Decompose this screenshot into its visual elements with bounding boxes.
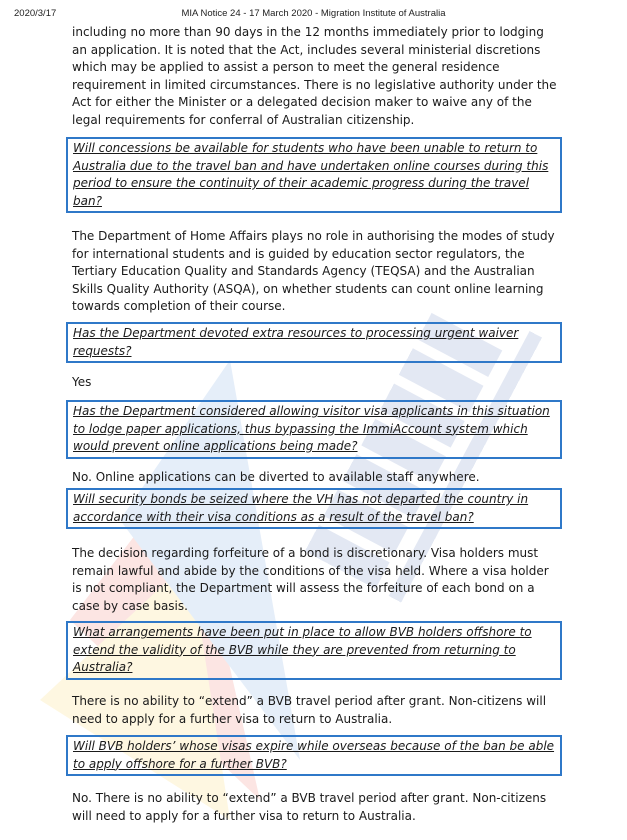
header-title: MIA Notice 24 - 17 March 2020 - Migration Institute of Australia [181, 8, 446, 19]
answer-paragraph: No. There is no ability to “extend” a BVB travel period after grant. Non-citizens will need to apply for a further visa to return to Australia. [72, 791, 547, 823]
question-box-3 [66, 400, 562, 459]
question-text: Will BVB holders’ whose visas expire while overseas because of the ban be able to apply offshore for a further BVB? [73, 739, 555, 771]
answer-paragraph: The Department of Home Affairs plays no role in authorising the modes of study for international students and is guided by education sector regulators, the Tertiary Education Quality and Standards Agency (TEQSA) and the Australian Skills Quality Authority (ASQA), on whether students can count online learning towards completion of their course. [72, 229, 555, 313]
answer-paragraph: No. Online applications can be diverted to available staff anywhere. [72, 470, 480, 484]
question-text: Will concessions be available for students who have been unable to return to Australia due to the travel ban and have undertaken online courses during this period to ensure the continuity of their academic progress during the travel ban? [73, 141, 549, 208]
answer-paragraph: The decision regarding forfeiture of a bond is discretionary. Visa holders must remain lawful and abide by the conditions of the visa held. Where a visa holder is not compliant, the Department will assess the forfeiture of each bond on a case by case basis. [72, 546, 549, 613]
page-header [0, 8, 627, 22]
question-text: Will security bonds be seized where the VH has not departed the country in accordance with their visa conditions as a result of the travel ban? [73, 492, 529, 524]
answer-paragraph: Yes [72, 375, 92, 389]
intro-paragraph: including no more than 90 days in the 12 months immediately prior to lodging an application. It is noted that the Act, includes several ministerial discretions which may be applied to assist a person to meet the general residence requirement in limited circumstances. There is no legislative authority under the Act for either the Minister or a delegated decision maker to waive any of the legal requirements for conferral of Australian citizenship. [72, 25, 557, 127]
question-box-1 [66, 137, 562, 213]
question-box-4 [66, 488, 562, 529]
header-date: 2020/3/17 [14, 8, 57, 19]
question-text: Has the Department considered allowing visitor visa applicants in this situation to lodge paper applications, thus bypassing the ImmiAccount system which would prevent online applications being made? [73, 404, 550, 453]
question-box-5 [66, 621, 562, 680]
question-box-6 [66, 735, 562, 776]
question-text: What arrangements have been put in place to allow BVB holders offshore to extend the validity of the BVB while they are prevented from returning to Australia? [73, 625, 532, 674]
answer-paragraph: There is no ability to “extend” a BVB travel period after grant. Non-citizens will need to apply for a further visa to return to Australia. [72, 694, 547, 726]
question-text: Has the Department devoted extra resources to processing urgent waiver requests? [73, 326, 519, 358]
question-box-2 [66, 322, 562, 363]
